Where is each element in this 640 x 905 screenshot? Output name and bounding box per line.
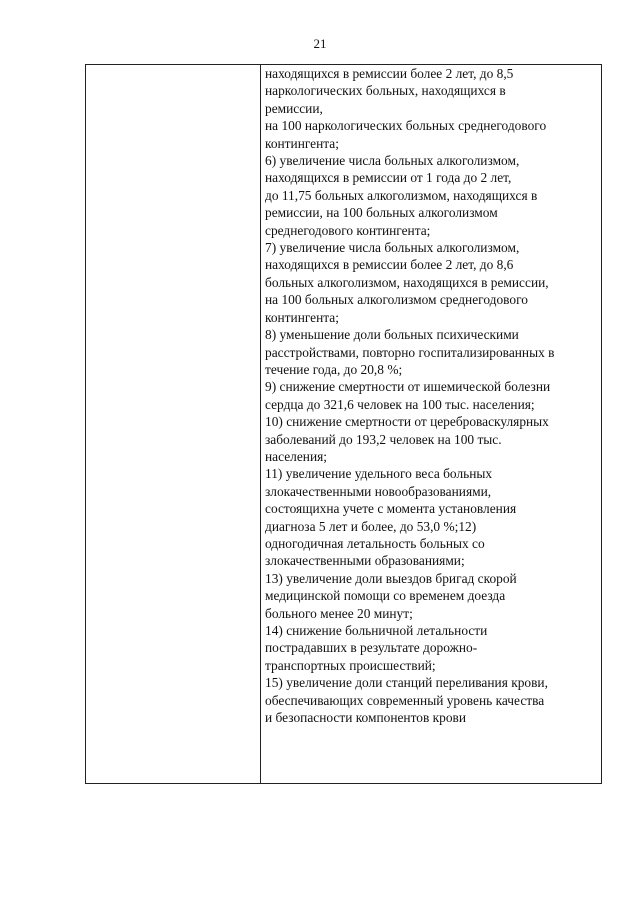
table-text-line: наркологических больных, находящихся в <box>265 83 506 99</box>
table-text-line: больного менее 20 минут; <box>265 605 413 621</box>
table-text-line: 9) снижение смертности от ишемической болезни <box>265 379 551 395</box>
table-text-line: 6) увеличение числа больных алкоголизмом, <box>265 153 520 169</box>
table-text-line: ремиссии, на 100 больных алкоголизмом <box>265 205 498 221</box>
table-text-line: сердца до 321,6 человек на 100 тыс. населения; <box>265 396 535 412</box>
table-text-line: 8) уменьшение доли больных психическими <box>265 327 519 343</box>
table-text-line: злокачественными образованиями; <box>265 553 465 569</box>
table-text-line: состоящихна учете с момента установления <box>265 501 517 517</box>
table-text-line: транспортных происшествий; <box>265 657 436 673</box>
table-text-line: обеспечивающих современный уровень качества <box>265 692 545 708</box>
table-text-line: 7) увеличение числа больных алкоголизмом, <box>265 240 520 256</box>
table-text-line: 15) увеличение доли станций переливания крови, <box>265 675 548 691</box>
table-text-line: одногодичная летальность больных со <box>265 535 485 551</box>
table-text-line: населения; <box>265 448 327 464</box>
table-text-line: диагноза 5 лет и более, до 53,0 %;12) <box>265 518 477 534</box>
table-text-line: контингента; <box>265 309 339 325</box>
table-text-line: находящихся в ремиссии более 2 лет, до 8,5 <box>265 66 514 81</box>
table-text-line: больных алкоголизмом, находящихся в ремиссии, <box>265 274 549 290</box>
table-text-line: контингента; <box>265 135 339 151</box>
table-text-line: заболеваний до 193,2 человек на 100 тыс. <box>265 431 502 447</box>
table-text-line: ремиссии, <box>265 100 323 116</box>
page-number: 21 <box>313 36 327 51</box>
table-text-line: 10) снижение смертности от цереброваскулярных <box>265 414 549 430</box>
table-right-cell <box>261 65 601 783</box>
table-text-line: и безопасности компонентов крови <box>265 710 467 726</box>
table-text-line: злокачественными новообразованиями, <box>265 483 492 499</box>
table-text-line: 11) увеличение удельного веса больных <box>265 466 493 482</box>
document-table <box>85 64 602 784</box>
table-text-line: 13) увеличение доли выездов бригад скорой <box>265 570 517 586</box>
table-text-line: пострадавших в результате дорожно- <box>265 640 478 656</box>
table-text-line: медицинской помощи со временем доезда <box>265 588 506 604</box>
table-text-line: находящихся в ремиссии от 1 года до 2 лет, <box>265 170 512 186</box>
table-text-line: находящихся в ремиссии более 2 лет, до 8,6 <box>265 257 514 273</box>
table-text-line: среднегодового контингента; <box>265 222 431 238</box>
table-text-line: 14) снижение больничной летальности <box>265 623 488 638</box>
table-text-line: на 100 наркологических больных среднегодового <box>265 118 547 134</box>
table-text-line: на 100 больных алкоголизмом среднегодового <box>265 292 528 308</box>
table-text-line: до 11,75 больных алкоголизмом, находящихся в <box>265 187 538 203</box>
table-left-cell <box>86 65 261 783</box>
table-text-line: течение года, до 20,8 %; <box>265 361 403 377</box>
table-text-line: расстройствами, повторно госпитализированных в <box>265 344 555 360</box>
